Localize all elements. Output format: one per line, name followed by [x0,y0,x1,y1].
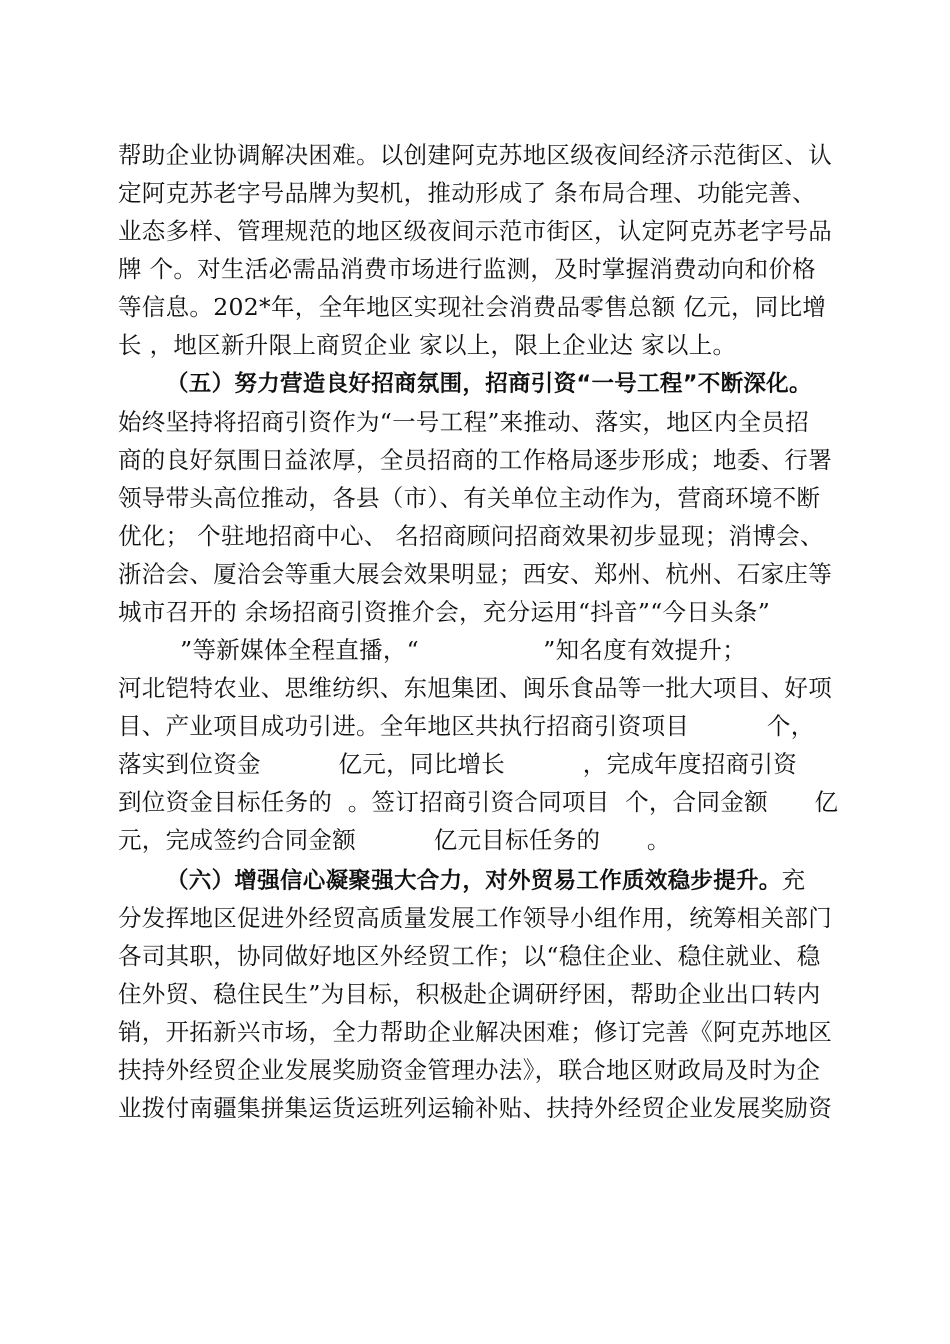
body-line: 业态多样、管理规范的地区级夜间示范市街区，认定阿克苏老字号品 [118,217,832,245]
body-line: 领导带头高位推动，各县（市）、有关单位主动作为，营商环境不断 [118,484,821,512]
body-line: 销，开拓新兴市场，全力帮助企业解决困难；修订完善《阿克苏地区 [118,1018,832,1046]
section-6-heading: （六）增强信心凝聚强大合力，对外贸易工作质效稳步提升。 [166,868,782,894]
body-line: 定阿克苏老字号品牌为契机，推动形成了 条布局合理、功能完善、 [118,179,816,207]
body-line: 分发挥地区促进外经贸高质量发展工作领导小组作用，统筹相关部门 [118,904,832,932]
body-line: 始终坚持将招商引资作为“一号工程”来推动、落实，地区内全员招 [118,408,810,436]
body-line: 等信息。202*年，全年地区实现社会消费品零售总额 亿元，同比增 [118,293,827,321]
body-line: 目、产业项目成功引进。全年地区共执行招商引资项目 个， [118,712,815,740]
body-line: 业拨付南疆集拼集运货运班列运输补贴、扶持外经贸企业发展奖励资 [118,1094,832,1122]
section-5-heading: （五）努力营造良好招商氛围，招商引资“一号工程”不断深化。 [166,371,812,397]
section-6-lead-text: 充 [781,866,806,894]
body-line: 优化； 个驻地招商中心、 名招商顾问招商效果初步显现；消博会、 [118,522,824,550]
body-line: 各司其职，协同做好地区外经贸工作；以“稳住企业、稳住就业、稳 [118,942,821,970]
body-line: 浙洽会、厦洽会等重大展会效果明显；西安、郑州、杭州、石家庄等 [118,560,832,588]
section-6-first-line [166,861,856,899]
body-line: 商的良好氛围日益浓厚，全员招商的工作格局逐步形成；地委、行署 [118,446,832,474]
body-line: 帮助企业协调解决困难。以创建阿克苏地区级夜间经济示范街区、认 [118,141,832,169]
body-line: 到位资金目标任务的 。签订招商引资合同项目 个，合同金额 亿 [118,788,839,816]
body-line: 住外贸、稳住民生”为目标，积极赴企调研纾困，帮助企业出口转内 [118,980,821,1008]
body-line: 元，完成签约合同金额 亿元目标任务的 。 [118,826,671,854]
body-line: 城市召开的 余场招商引资推介会，充分运用“抖音”“今日头条” [118,598,771,626]
body-line: 落实到位资金 亿元，同比增长 ，完成年度招商引资 [118,750,797,778]
body-line: 长 ，地区新升限上商贸企业 家以上，限上企业达 家以上。 [118,331,737,359]
body-line: 扶持外经贸企业发展奖励资金管理办法》，联合地区财政局及时为企 [118,1056,821,1084]
body-line: 牌 个。对生活必需品消费市场进行监测，及时掌握消费动向和价格 [118,255,816,283]
body-line: 河北铠特农业、思维纺织、东旭集团、闽乐食品等一批大项目、好项 [118,674,832,702]
body-line: ”等新媒体全程直播，“ ”知名度有效提升； [118,636,747,664]
